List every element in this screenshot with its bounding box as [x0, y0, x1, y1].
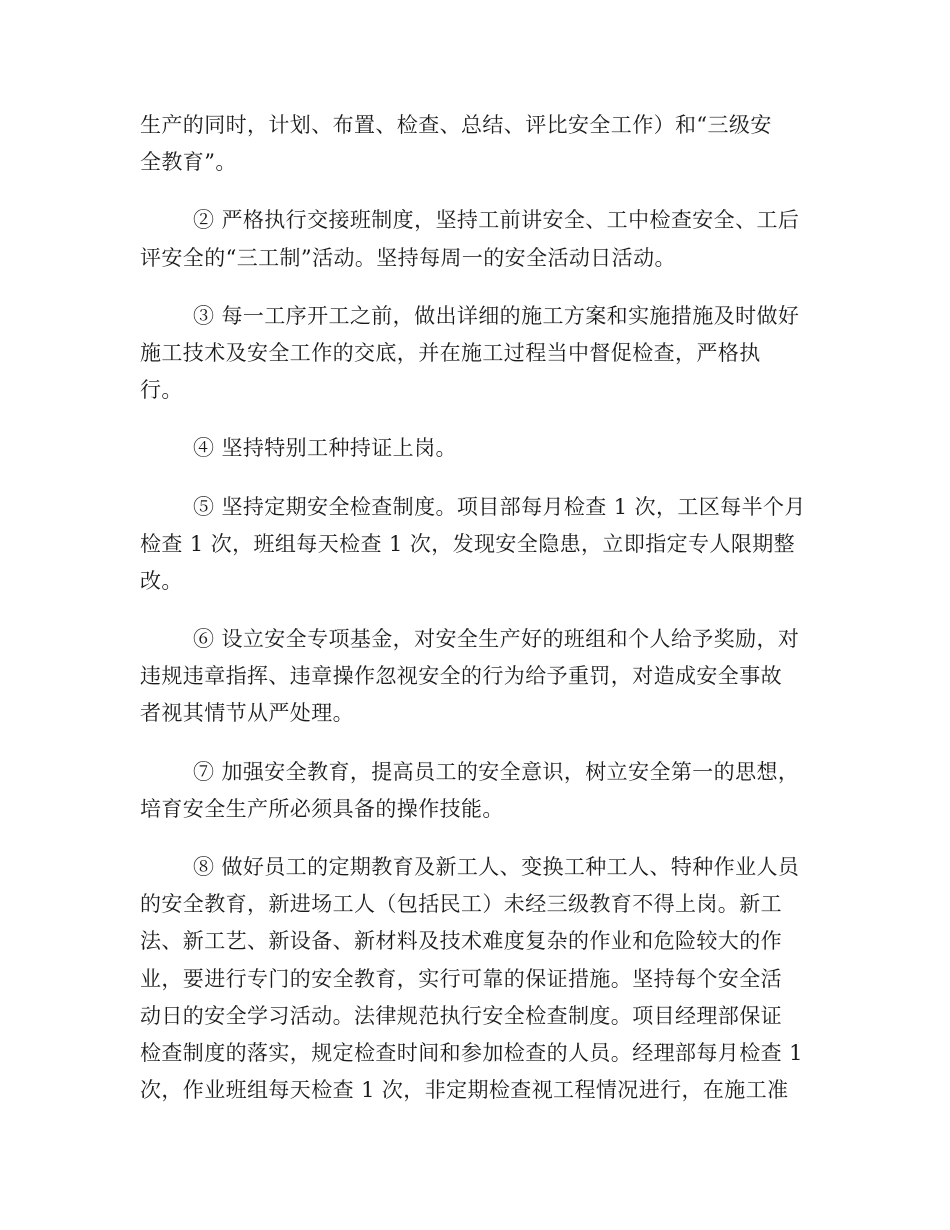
paragraph-line: 者视其情节从严处理。	[140, 701, 354, 726]
paragraph-6	[140, 621, 812, 733]
paragraph-line: 的安全教育，新进场工人（包括民工）未经三级教育不得上岗。新工	[140, 892, 782, 917]
paragraph-7	[140, 754, 812, 828]
paragraph-1	[140, 107, 812, 181]
paragraph-line: ③ 每一工序开工之前，做出详细的施工方案和实施措施及时做好	[193, 303, 800, 328]
paragraph-line: ⑥ 设立安全专项基金，对安全生产好的班组和个人给予奖励，对	[193, 627, 800, 652]
paragraph-line: 法、新工艺、新设备、新材料及技术难度复杂的作业和危险较大的作	[140, 929, 782, 954]
paragraph-line: ⑤ 坚持定期安全检查制度。项目部每月检查 1 次，工区每半个月	[193, 494, 806, 519]
paragraph-line: 全教育”。	[140, 150, 237, 175]
paragraph-line: 检查制度的落实，规定检查时间和参加检查的人员。经理部每月检查 1	[140, 1040, 803, 1065]
paragraph-line: 评安全的“三工制”活动。坚持每周一的安全活动日活动。	[140, 245, 676, 270]
paragraph-line: 动日的安全学习活动。法律规范执行安全检查制度。项目经理部保证	[140, 1003, 782, 1028]
paragraph-line: 改。	[140, 568, 183, 593]
paragraph-line: 次，作业班组每天检查 1 次，非定期检查视工程情况进行，在施工准	[140, 1078, 789, 1103]
paragraph-line: ⑧ 做好员工的定期教育及新工人、变换工种工人、特种作业人员	[193, 855, 800, 879]
paragraph-line: 违规违章指挥、违章操作忽视安全的行为给予重罚，对造成安全事故	[140, 664, 782, 689]
paragraph-line: ⑦ 加强安全教育，提高员工的安全意识，树立安全第一的思想，	[193, 759, 800, 784]
paragraph-2	[140, 202, 812, 276]
document-body	[140, 107, 812, 1130]
paragraph-5	[140, 489, 812, 601]
paragraph-line: 检查 1 次，班组每天检查 1 次，发现安全隐患，立即指定专人限期整	[140, 531, 796, 556]
paragraph-line: 培育安全生产所必须具备的操作技能。	[140, 796, 504, 821]
paragraph-line: 生产的同时，计划、布置、检查、总结、评比安全工作）和“三级安	[140, 113, 772, 137]
paragraph-line: ④ 坚持特别工种持证上岗。	[193, 436, 457, 461]
paragraph-4	[140, 430, 812, 467]
paragraph-line: 行。	[140, 378, 183, 403]
paragraph-line: 业，要进行专门的安全教育，实行可靠的保证措施。坚持每个安全活	[140, 966, 782, 991]
paragraph-line: ② 严格执行交接班制度，坚持工前讲安全、工中检查安全、工后	[193, 208, 800, 233]
paragraph-8	[140, 849, 812, 1109]
paragraph-3	[140, 298, 812, 410]
paragraph-line: 施工技术及安全工作的交底，并在施工过程当中督促检查，严格执	[140, 340, 761, 365]
